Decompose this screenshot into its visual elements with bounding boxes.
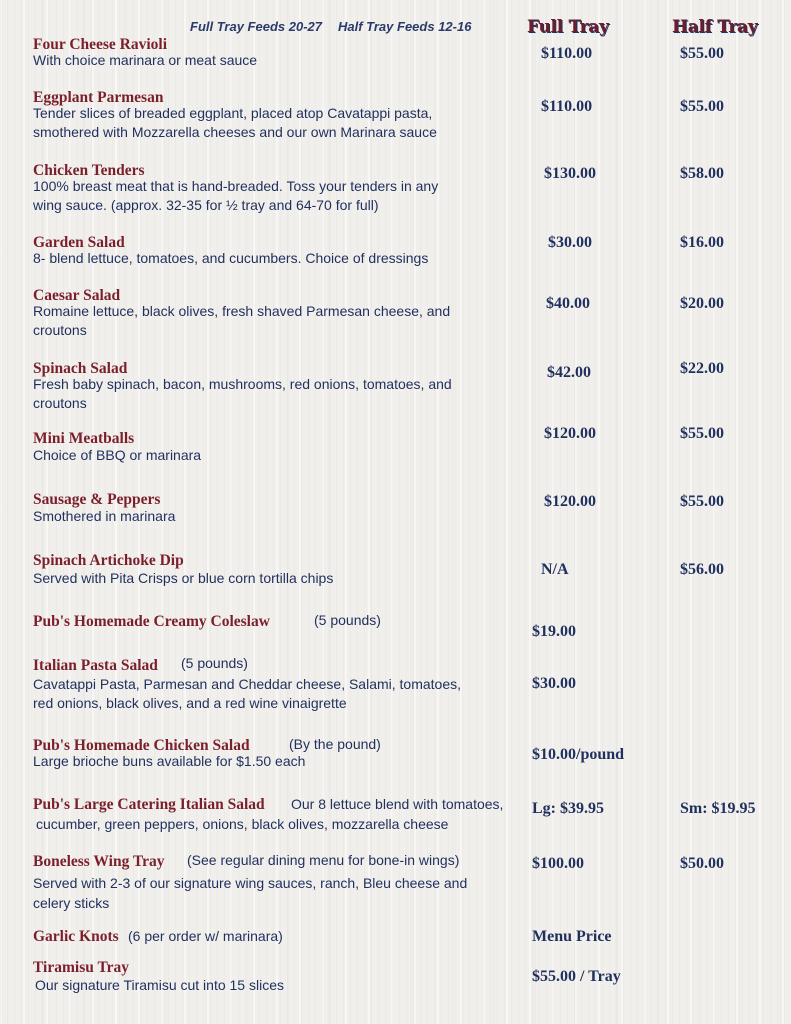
item-name: Italian Pasta Salad <box>33 657 158 674</box>
small-price: Sm: $19.95 <box>680 800 756 817</box>
item-name: Tiramisu Tray <box>33 959 130 976</box>
item-name: Four Cheese Ravioli <box>33 36 168 53</box>
full-tray-price: $40.00 <box>546 295 590 312</box>
item-note: (6 per order w/ marinara) <box>128 928 283 944</box>
item-note: (See regular dining menu for bone-in wings) <box>187 852 460 868</box>
full-tray-feeds-note: Full Tray Feeds 20-27 <box>190 19 322 34</box>
full-tray-price: $42.00 <box>547 364 591 381</box>
item-note: Our 8 lettuce blend with tomatoes, <box>291 796 504 812</box>
full-tray-price: Menu Price <box>532 928 612 945</box>
item-name: Mini Meatballs <box>33 430 135 447</box>
full-tray-price: $120.00 <box>544 425 596 442</box>
item-name: Sausage & Peppers <box>33 491 161 508</box>
half-tray-price: $20.00 <box>680 295 724 312</box>
half-tray-price: $55.00 <box>680 98 724 115</box>
full-tray-price: $10.00/pound <box>532 746 625 763</box>
item-description: 100% breast meat that is hand-breaded. Toss your tenders in any <box>33 178 439 194</box>
large-price: Lg: $39.95 <box>532 800 604 817</box>
full-tray-price: $110.00 <box>541 98 593 115</box>
item-description: smothered with Mozzarella cheeses and our own Marinara sauce <box>33 124 437 140</box>
item-description: cucumber, green peppers, onions, black olives, mozzarella cheese <box>36 816 449 832</box>
item-description: Our signature Tiramisu cut into 15 slices <box>35 977 284 993</box>
half-tray-feeds-note: Half Tray Feeds 12-16 <box>338 19 472 34</box>
half-tray-price: $55.00 <box>680 45 724 62</box>
full-tray-column-header: Full Tray <box>527 17 609 37</box>
half-tray-column-header: Half Tray <box>672 17 758 37</box>
item-description: red onions, black olives, and a red wine vinaigrette <box>33 695 347 711</box>
item-note: (By the pound) <box>289 736 381 752</box>
item-name: Garden Salad <box>33 234 125 251</box>
full-tray-price: $55.00 / Tray <box>532 968 621 985</box>
half-tray-price: $16.00 <box>680 234 724 251</box>
full-tray-price: $120.00 <box>544 493 596 510</box>
item-description: Fresh baby spinach, bacon, mushrooms, red onions, tomatoes, and <box>33 376 452 392</box>
item-description: Large brioche buns available for $1.50 each <box>33 753 306 769</box>
item-name: Boneless Wing Tray <box>33 853 165 870</box>
item-description: Served with Pita Crisps or blue corn tortilla chips <box>33 570 334 586</box>
item-name: Spinach Artichoke Dip <box>33 552 184 569</box>
item-name: Caesar Salad <box>33 287 121 304</box>
item-description: Served with 2-3 of our signature wing sauces, ranch, Bleu cheese and <box>33 875 468 891</box>
item-note: (5 pounds) <box>181 655 248 671</box>
half-tray-price: $55.00 <box>680 493 724 510</box>
item-description: Cavatappi Pasta, Parmesan and Cheddar cheese, Salami, tomatoes, <box>33 676 462 692</box>
item-name: Eggplant Parmesan <box>33 89 164 106</box>
full-tray-price: $130.00 <box>544 165 596 182</box>
full-tray-price: $110.00 <box>541 45 593 62</box>
item-description: wing sauce. (approx. 32-35 for ½ tray and 64-70 for full) <box>33 197 379 213</box>
item-description: Romaine lettuce, black olives, fresh shaved Parmesan cheese, and <box>33 303 451 319</box>
half-tray-price: $50.00 <box>680 855 724 872</box>
item-name: Pub's Large Catering Italian Salad <box>33 796 265 813</box>
item-description: 8- blend lettuce, tomatoes, and cucumbers. Choice of dressings <box>33 250 429 266</box>
item-name: Pub's Homemade Chicken Salad <box>33 737 250 754</box>
item-name: Pub's Homemade Creamy Coleslaw <box>33 613 270 630</box>
full-tray-price: $100.00 <box>532 855 584 872</box>
item-name: Spinach Salad <box>33 360 128 377</box>
half-tray-price: $55.00 <box>680 425 724 442</box>
full-tray-price: N/A <box>541 561 569 578</box>
item-description: croutons <box>33 322 87 338</box>
item-description: Choice of BBQ or marinara <box>33 447 202 463</box>
item-note: (5 pounds) <box>314 612 381 628</box>
item-description: celery sticks <box>33 895 110 911</box>
full-tray-price: $30.00 <box>548 234 592 251</box>
item-description: croutons <box>33 395 87 411</box>
half-tray-price: $22.00 <box>680 360 724 377</box>
item-description: Smothered in marinara <box>33 508 176 524</box>
full-tray-price: $19.00 <box>532 623 576 640</box>
half-tray-price: $58.00 <box>680 165 724 182</box>
item-description: With choice marinara or meat sauce <box>33 52 258 68</box>
half-tray-price: $56.00 <box>680 561 724 578</box>
full-tray-price: $30.00 <box>532 675 576 692</box>
item-description: Tender slices of breaded eggplant, placed atop Cavatappi pasta, <box>33 105 433 121</box>
item-name: Garlic Knots <box>33 928 119 945</box>
item-name: Chicken Tenders <box>33 162 145 179</box>
